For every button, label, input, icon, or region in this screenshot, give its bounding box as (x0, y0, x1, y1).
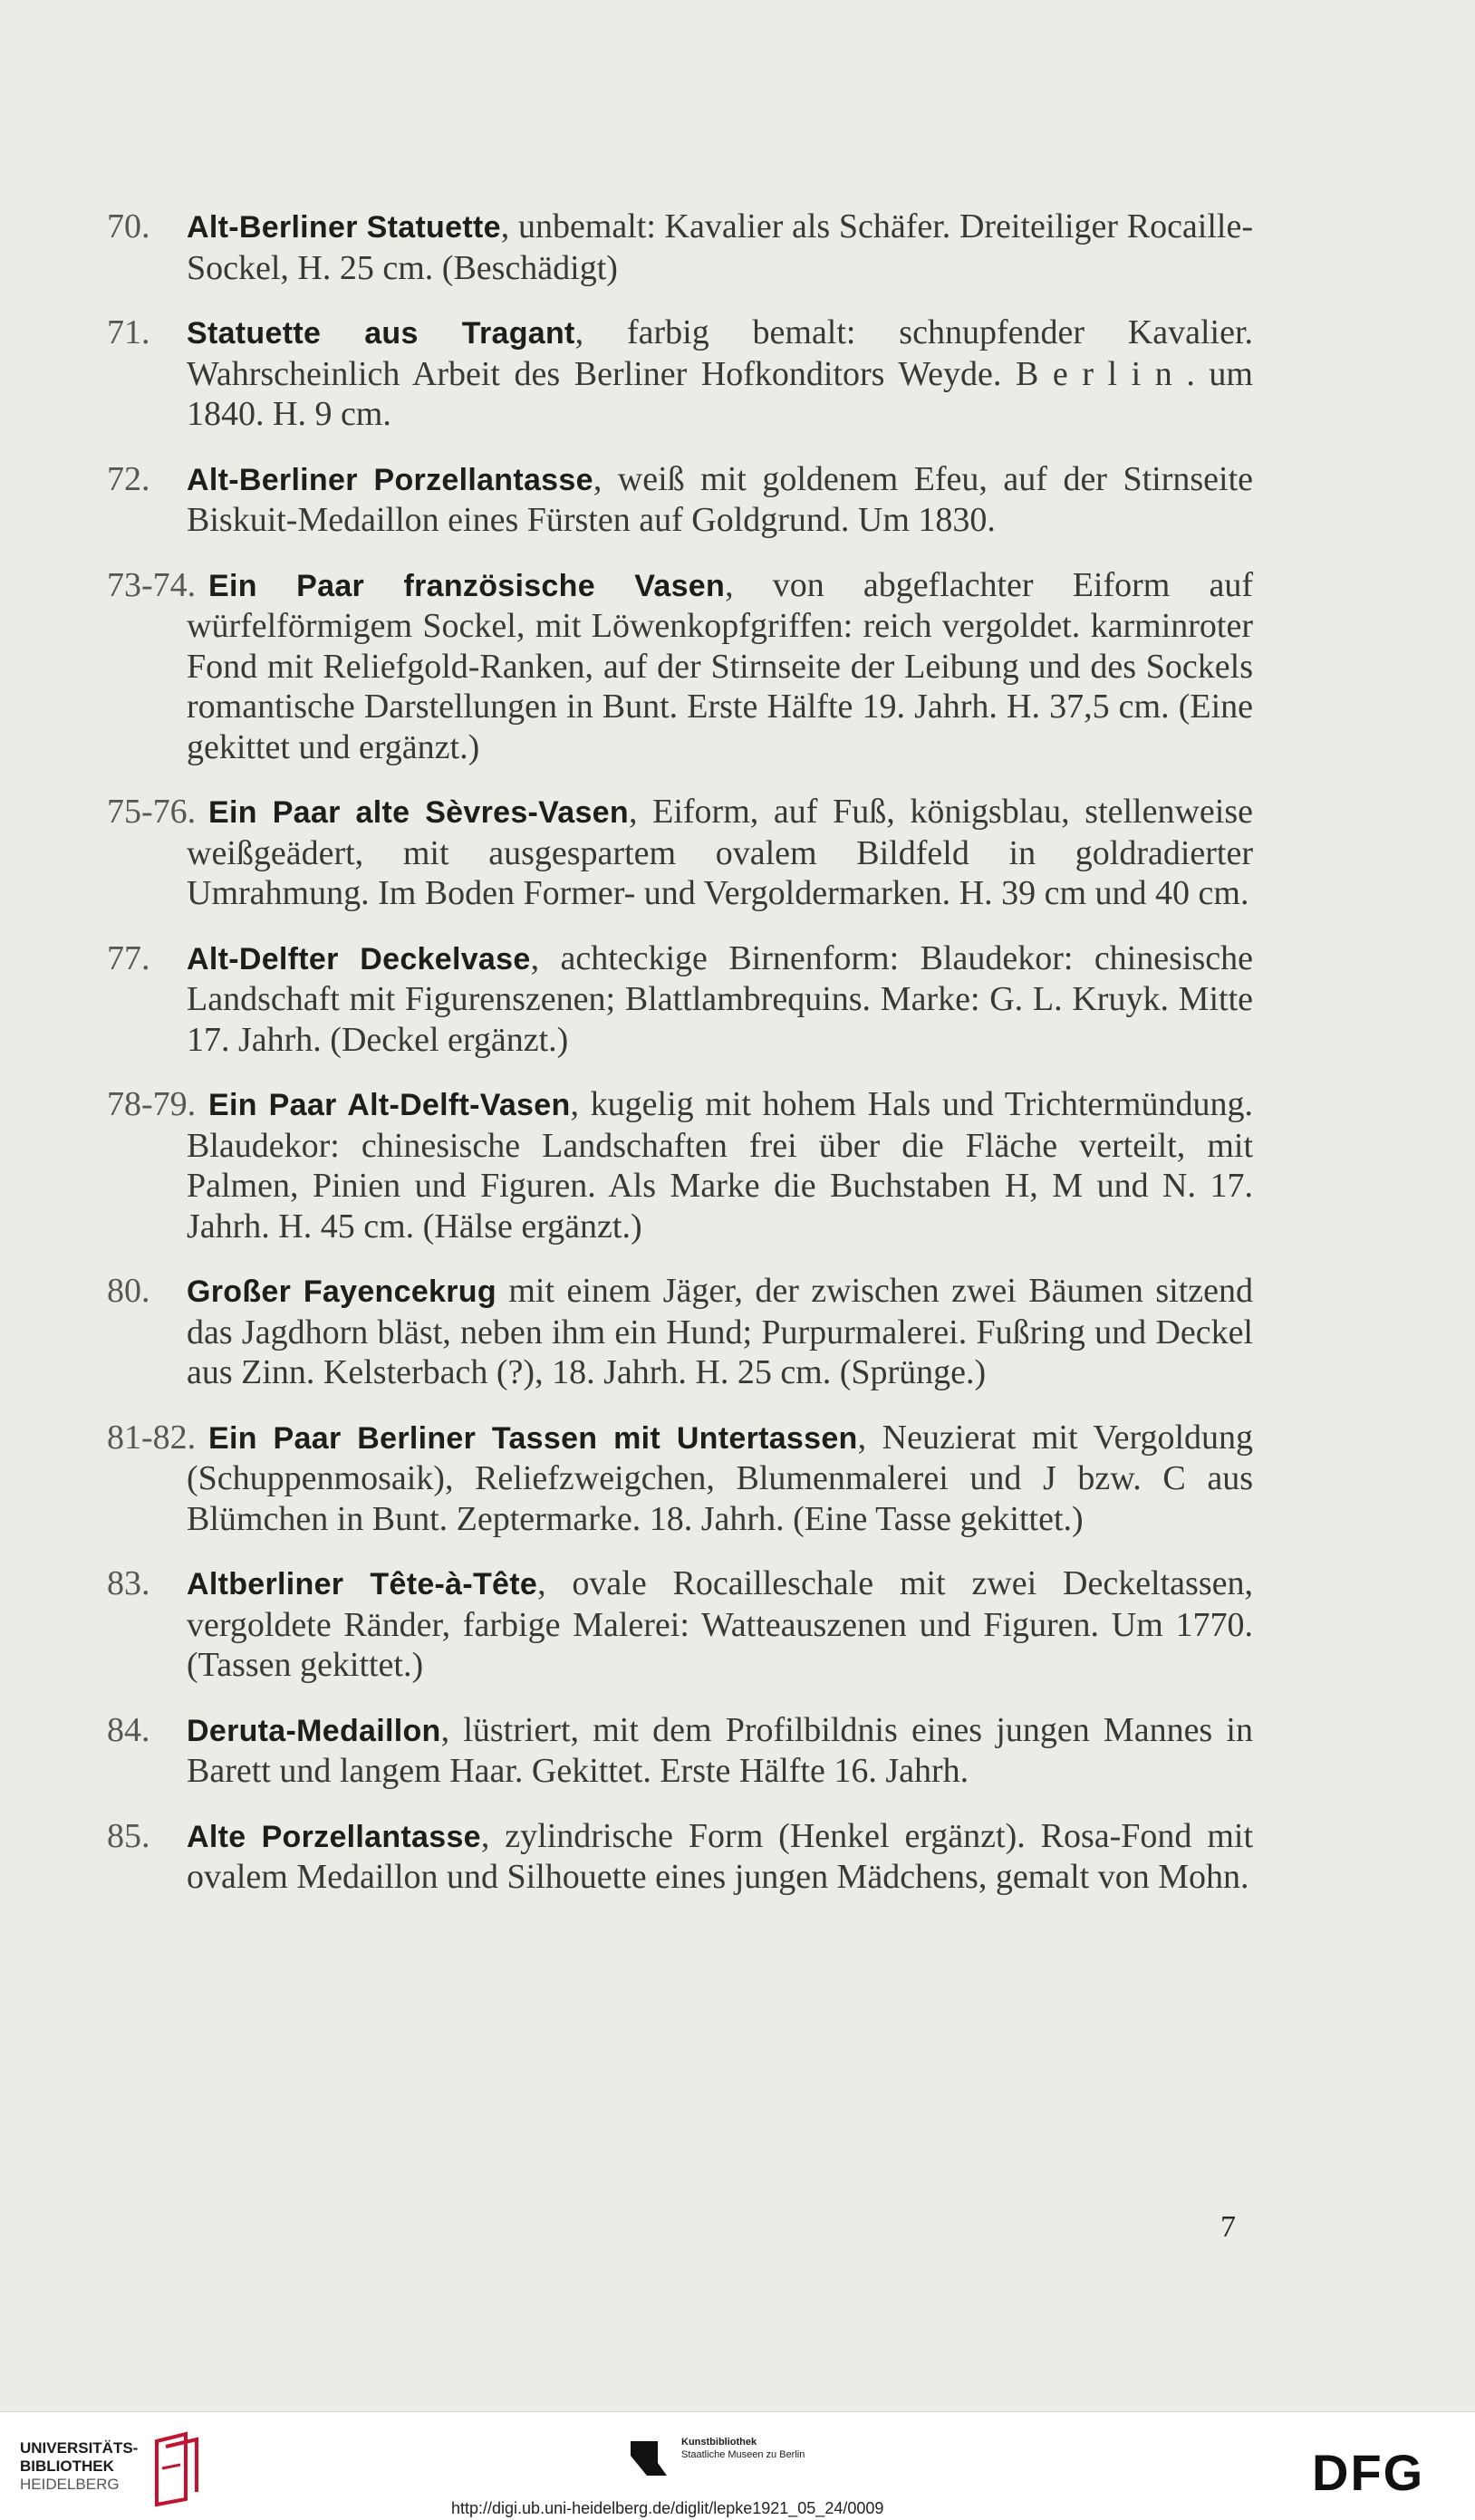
entry-number: 73-74. (107, 565, 197, 604)
ub-logo-line3: HEIDELBERG (20, 2476, 120, 2493)
entry-title: Deruta-Medaillon (187, 1713, 441, 1748)
entry-number: 77. (107, 938, 150, 977)
entry-number: 81-82. (107, 1418, 197, 1457)
entry-description: , Eiform, auf Fuß, königsblau, stellenweise weißgeädert, mit ausgespartem ovalem Bildfeld in goldradierter Umrahmung. Im Boden Former- und Vergoldermarken. H. 39 cm und 40 cm. (187, 793, 1253, 912)
catalog-entry (107, 207, 1253, 288)
entry-description: , farbig bemalt: schnupfender Kavalier. Wahrscheinlich Arbeit des Berliner Hofkonditors Weyde. B e r l i n . um 1840. H. 9 cm. (187, 313, 1254, 433)
entry-number: 80. (107, 1272, 150, 1310)
catalog-entry (107, 1084, 1253, 1246)
kb-logo-line1: Kunstbibliothek (681, 2437, 757, 2448)
ub-logo-line1: UNIVERSITÄTS- (20, 2439, 139, 2457)
footer-bar (0, 2411, 1475, 2520)
entry-description: , Neuzierat mit Vergoldung (Schuppenmosaik), Reliefzweigchen, Blumenmalerei und J bzw. C aus Blümchen in Bunt. Zeptermarke. 18. Jahrh. (Eine Tasse gekittet.) (187, 1418, 1253, 1538)
kb-logo-line2: Staatliche Museen zu Berlin (681, 2449, 805, 2460)
ub-logo-line2: BIBLIOTHEK (20, 2457, 114, 2475)
entry-description: , zylindrische Form (Henkel ergänzt). Rosa-Fond mit ovalem Medaillon und Silhouette eines jungen Mädchens, gemalt von Mohn. (187, 1816, 1254, 1896)
catalog-entry (107, 1271, 1253, 1393)
kunstbibliothek-icon (631, 2438, 670, 2477)
entry-number: 70. (107, 207, 150, 245)
entry-description: , unbemalt: Kavalier als Schäfer. Dreiteiliger Rocaille-Sockel, H. 25 cm. (Beschädigt) (187, 207, 1253, 287)
ub-heidelberg-logo[interactable] (20, 2439, 138, 2494)
entry-number: 85. (107, 1816, 150, 1855)
entry-title: Alt-Berliner Statuette (187, 210, 501, 245)
permalink-url[interactable]: http://digi.ub.uni-heidelberg.de/diglit/lepke1921_05_24/0009 (451, 2499, 884, 2517)
dfg-logo[interactable]: DFG (1312, 2444, 1425, 2501)
entry-title: Altberliner Tête-à-Tête (187, 1567, 538, 1601)
entry-description: , ovale Rocailleschale mit zwei Deckeltassen, vergoldete Ränder, farbige Malerei: Watteauszenen und Figuren. Um 1770. (Tassen gekittet.) (187, 1564, 1253, 1684)
catalog-entry (107, 1710, 1253, 1792)
page-number: 7 (1220, 2210, 1236, 2244)
entry-description: , weiß mit goldenem Efeu, auf der Stirnseite Biskuit-Medaillon eines Fürsten auf Goldgrund. Um 1830. (187, 459, 1253, 539)
entry-number: 75-76. (107, 793, 197, 831)
entry-title: Ein Paar alte Sèvres-Vasen (208, 795, 629, 830)
entry-number: 83. (107, 1564, 150, 1602)
ub-mark-icon (149, 2429, 206, 2506)
catalog-entry (107, 1418, 1253, 1540)
entry-title: Großer Fayencekrug (187, 1274, 496, 1309)
entry-description: , achteckige Birnenform: Blaudekor: chinesische Landschaft mit Figurenszenen; Blattlambrequins. Marke: G. L. Kruyk. Mitte 17. Jahrh. (Deckel ergänzt.) (187, 938, 1253, 1059)
catalog-entry (107, 938, 1253, 1061)
entry-description: , kugelig mit hohem Hals und Trichtermündung. Blaudekor: chinesische Landschaften frei über die Fläche verteilt, mit Palmen, Pinien und Figuren. Als Marke die Buchstaben H, M und N. 17. Jahrh. H. 45 cm. (Hälse ergänzt.) (187, 1085, 1253, 1246)
catalog-entry (107, 459, 1253, 541)
entry-title: Statuette aus Tragant (187, 316, 575, 351)
entry-description: , von abgeflachter Eiform auf würfelförmigem Sockel, mit Löwenkopfgriffen: reich vergoldet. karminroter Fond mit Reliefgold-Ranken, auf der Stirnseite der Leibung und des Sockels romantische Darstellungen in Bunt. Erste Hälfte 19. Jahrh. H. 37,5 cm. (Eine gekittet und ergänzt.) (187, 565, 1253, 766)
catalog-entries (107, 207, 1253, 1922)
catalog-entry (107, 565, 1253, 768)
entry-description: , lüstriert, mit dem Profilbildnis eines jungen Mannes in Barett und langem Haar. Gekittet. Erste Hälfte 16. Jahrh. (187, 1710, 1253, 1790)
entry-number: 84. (107, 1710, 150, 1749)
entry-number: 71. (107, 313, 150, 351)
catalog-entry (107, 1816, 1253, 1898)
entry-title: Ein Paar Berliner Tassen mit Untertassen (208, 1420, 858, 1456)
entry-title: Alte Porzellantasse (187, 1819, 481, 1854)
entry-description: mit einem Jäger, der zwischen zwei Bäumen sitzend das Jagdhorn bläst, neben ihm ein Hund; Purpurmalerei. Fußring und Deckel aus Zinn. Kelsterbach (?), 18. Jahrh. H. 25 cm. (Sprünge.) (187, 1272, 1253, 1391)
entry-number: 78-79. (107, 1085, 197, 1123)
catalog-entry (107, 792, 1253, 914)
catalog-entry (107, 313, 1253, 435)
entry-number: 72. (107, 459, 150, 498)
entry-title: Ein Paar französische Vasen (208, 568, 726, 603)
entry-title: Alt-Delfter Deckelvase (187, 941, 531, 976)
entry-title: Alt-Berliner Porzellantasse (187, 462, 593, 497)
entry-title: Ein Paar Alt-Delft-Vasen (208, 1088, 571, 1122)
catalog-entry (107, 1563, 1253, 1686)
